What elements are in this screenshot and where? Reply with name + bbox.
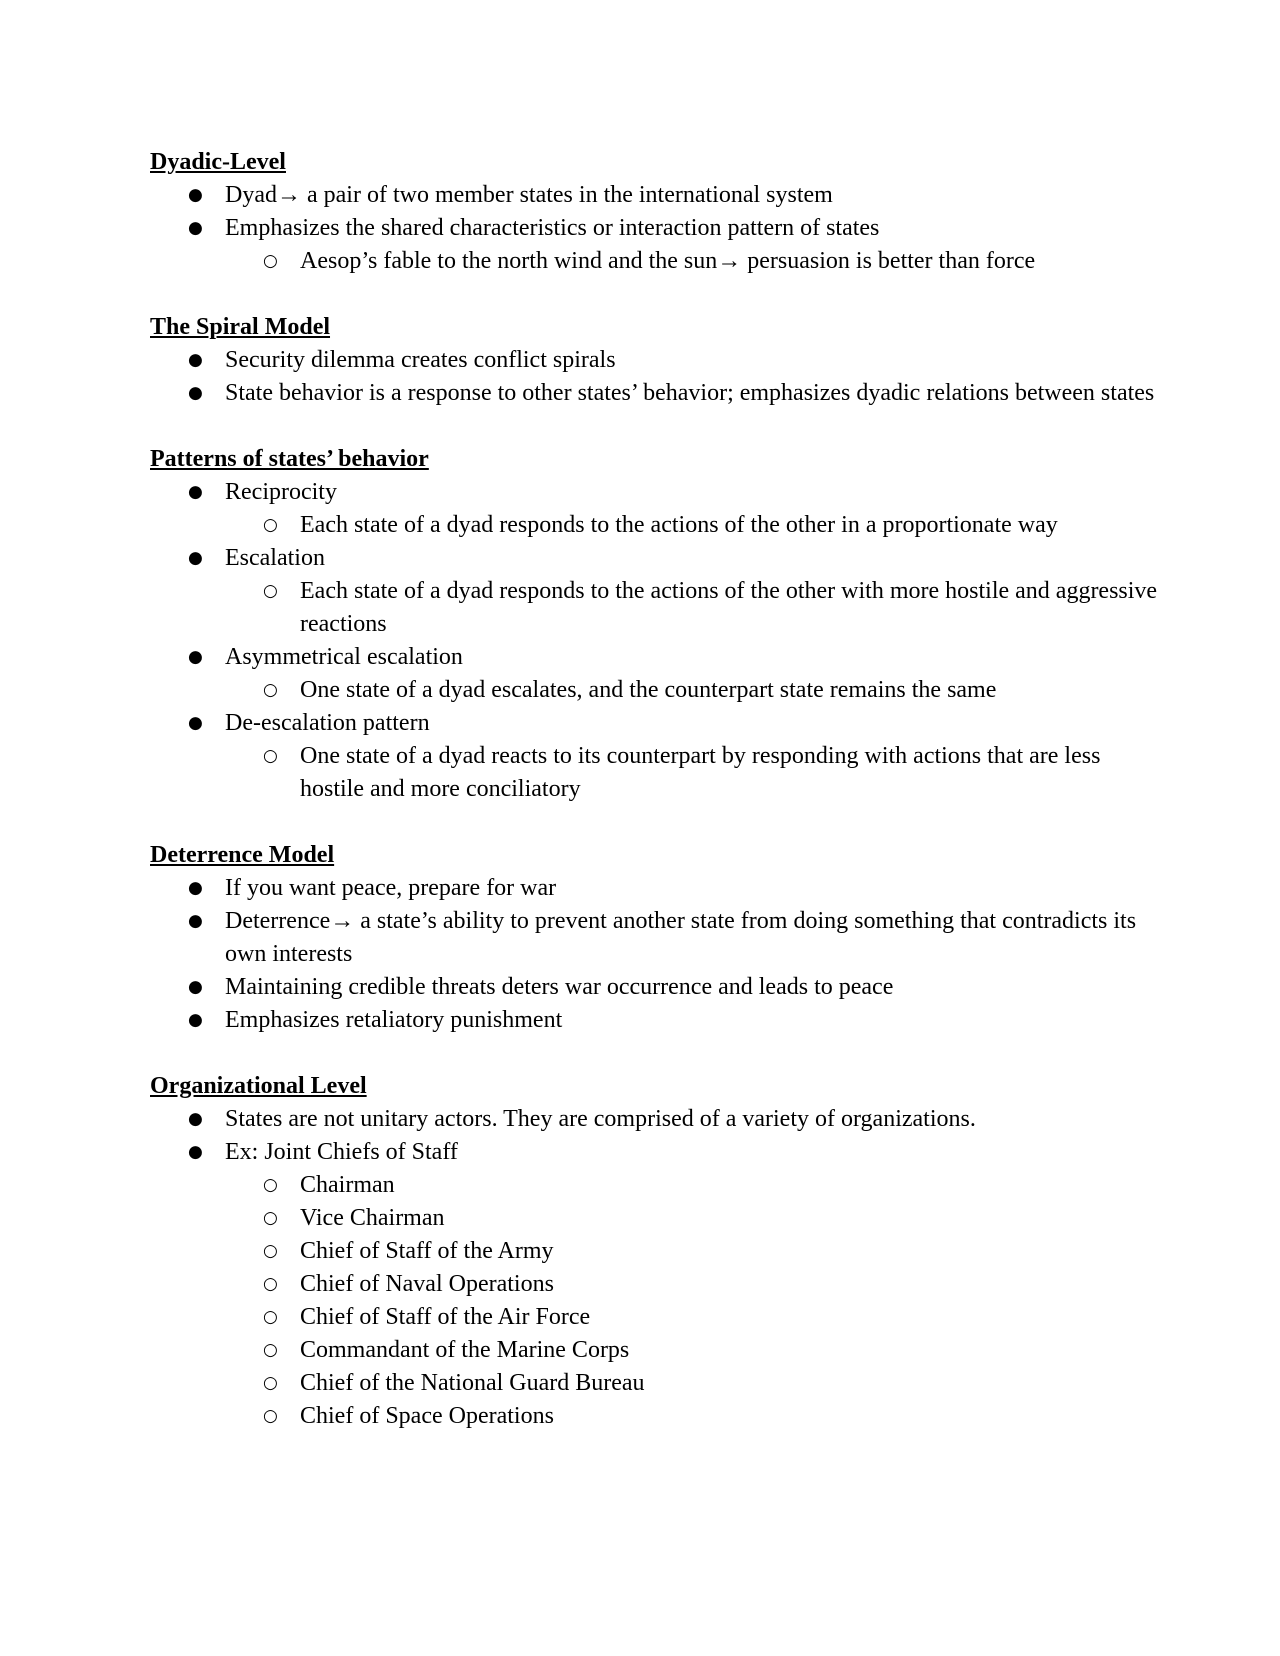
list-item-text: De-escalation pattern [225, 710, 430, 736]
sub-list [225, 245, 1160, 278]
list-item-text: Asymmetrical escalation [225, 644, 463, 670]
sub-list-item: ○ Chairman [300, 1169, 1160, 1202]
sub-list-item: ○ Each state of a dyad responds to the actions of the other in a proportionate way [300, 509, 1160, 542]
section-organizational-level [150, 1070, 1160, 1433]
list-item: ● Emphasizes retaliatory punishment [225, 1004, 1160, 1037]
section-deterrence-model [150, 839, 1160, 1037]
list-item [225, 476, 1160, 542]
sub-list-item: ○ Aesop’s fable to the north wind and the sun→ persuasion is better than force [300, 245, 1160, 278]
section-heading: Patterns of states’ behavior [150, 446, 429, 472]
list-item: ● Deterrence→ a state’s ability to prevent another state from doing something that contradicts its own interests [225, 905, 1160, 971]
section-dyadic-level [150, 146, 1160, 278]
sub-list-item: ○ Commandant of the Marine Corps [300, 1334, 1160, 1367]
list-item [225, 542, 1160, 641]
section-heading: Deterrence Model [150, 842, 335, 868]
sub-list-item: ○ One state of a dyad escalates, and the counterpart state remains the same [300, 674, 1160, 707]
sub-list-item: ○ Chief of Space Operations [300, 1400, 1160, 1433]
list-item [225, 1136, 1160, 1433]
list-item: ● States are not unitary actors. They are comprised of a variety of organizations. [225, 1103, 1160, 1136]
sub-list-item: ○ Vice Chairman [300, 1202, 1160, 1235]
list-item [225, 212, 1160, 278]
section-heading: The Spiral Model [150, 314, 331, 340]
sub-list-item: ○ Chief of Naval Operations [300, 1268, 1160, 1301]
bullet-list [150, 476, 1160, 806]
bullet-list [150, 344, 1160, 410]
list-item: ● Maintaining credible threats deters war occurrence and leads to peace [225, 971, 1160, 1004]
section-heading: Dyadic-Level [150, 149, 286, 175]
sub-list [225, 575, 1160, 641]
bullet-list [150, 1103, 1160, 1433]
list-item-text: Ex: Joint Chiefs of Staff [225, 1139, 458, 1165]
list-item [225, 707, 1160, 806]
list-item: ● If you want peace, prepare for war [225, 872, 1160, 905]
list-item-text: Escalation [225, 545, 325, 571]
section-patterns-of-behavior [150, 443, 1160, 806]
list-item: ● Security dilemma creates conflict spirals [225, 344, 1160, 377]
list-item: ● Dyad→ a pair of two member states in the international system [225, 179, 1160, 212]
bullet-list [150, 872, 1160, 1037]
sub-list [225, 1169, 1160, 1433]
sub-list-item: ○ One state of a dyad reacts to its counterpart by responding with actions that are less hostile and more conciliatory [300, 740, 1160, 806]
sub-list [225, 509, 1160, 542]
bullet-list [150, 179, 1160, 278]
list-item-text: Emphasizes the shared characteristics or interaction pattern of states [225, 215, 880, 241]
sub-list-item: ○ Chief of Staff of the Air Force [300, 1301, 1160, 1334]
sub-list-item: ○ Chief of Staff of the Army [300, 1235, 1160, 1268]
sub-list-item: ○ Each state of a dyad responds to the actions of the other with more hostile and aggressive reactions [300, 575, 1160, 641]
list-item [225, 641, 1160, 707]
sub-list-item: ○ Chief of the National Guard Bureau [300, 1367, 1160, 1400]
list-item: ● State behavior is a response to other states’ behavior; emphasizes dyadic relations between states [225, 377, 1160, 410]
list-item-text: Reciprocity [225, 479, 337, 505]
sub-list [225, 740, 1160, 806]
sub-list [225, 674, 1160, 707]
section-spiral-model [150, 311, 1160, 410]
section-heading: Organizational Level [150, 1073, 367, 1099]
